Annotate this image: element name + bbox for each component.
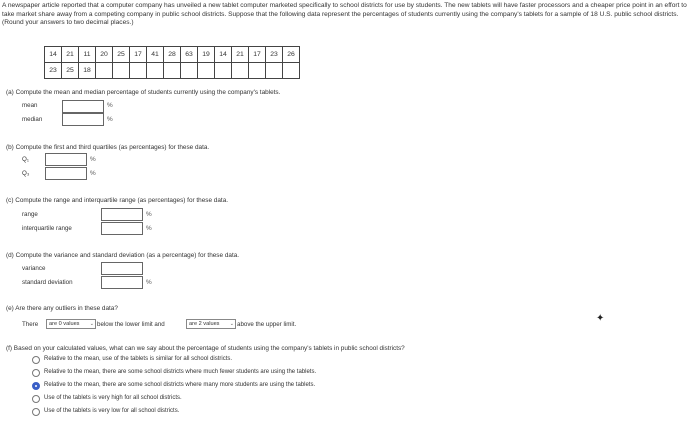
question-d: (d) Compute the variance and standard deviation (as a percentage) for these data. [6,252,240,259]
table-cell [113,63,130,79]
table-cell: 23 [266,47,283,63]
table-cell [198,63,215,79]
mean-unit: % [107,102,113,109]
mouse-cursor-icon: ✦ [596,313,605,324]
table-cell: 26 [283,47,300,63]
table-cell: 19 [198,47,215,63]
iqr-label: interquartile range [22,225,72,232]
outlier-suffix: above the upper limit. [237,321,297,328]
question-a: (a) Compute the mean and median percentage of students currently using the company's tablets. [6,89,281,96]
table-cell [130,63,147,79]
range-unit: % [146,211,152,218]
option-label: Use of the tablets is very high for all school districts. [44,395,182,401]
median-label: median [22,116,43,123]
table-row [45,63,300,79]
table-cell: 20 [96,47,113,63]
table-cell: 14 [215,47,232,63]
iqr-input[interactable] [101,222,143,235]
table-cell: 14 [45,47,62,63]
outlier-prefix: There [22,321,39,328]
q3-input[interactable] [45,167,87,180]
option-label: Use of the tablets is very low for all school districts. [44,408,180,414]
q1-input[interactable] [45,153,87,166]
table-cell [232,63,249,79]
upper-outliers-select[interactable] [186,319,236,329]
table-cell: 17 [249,47,266,63]
table-cell [283,63,300,79]
table-cell [181,63,198,79]
table-cell [249,63,266,79]
table-cell [96,63,113,79]
table-cell: 18 [79,63,96,79]
question-e: (e) Are there any outliers in these data? [6,305,118,312]
q1-unit: % [90,156,96,163]
table-cell [164,63,181,79]
variance-input[interactable] [101,262,143,275]
question-b: (b) Compute the first and third quartiles (as percentages) for these data. [6,144,210,151]
table-cell [147,63,164,79]
upper-outliers-value: are 2 values [189,321,220,327]
option-radio[interactable] [32,369,40,377]
table-cell: 25 [113,47,130,63]
mean-input[interactable] [62,100,104,113]
option-label: Relative to the mean, there are some school districts where many more students are using the tablets. [44,382,316,388]
iqr-unit: % [146,225,152,232]
range-input[interactable] [101,208,143,221]
option-radio[interactable] [32,408,40,416]
problem-intro: A newspaper article reported that a computer company has unveiled a new tablet computer marketed specifically to school districts for use by students. The new tablets will have faster processors and a cheaper price point in an effort to take market share away from a competing company in public school districts. Suppose that the following data represent the percentages of students currently using the company's tablets for a sample of 18 U.S. public school districts. (Round your answers to two decimal places.) [2,2,687,27]
q1-label: Q₁ [22,156,29,163]
q3-unit: % [90,170,96,177]
table-cell: 17 [130,47,147,63]
table-cell: 21 [232,47,249,63]
question-f: (f) Based on your calculated values, what can we say about the percentage of students using the company's tablets in public school districts? [6,345,405,352]
data-table [44,46,300,79]
option-radio-selected[interactable] [32,382,40,390]
table-cell: 41 [147,47,164,63]
sd-input[interactable] [101,276,143,289]
median-input[interactable] [62,113,104,126]
option-label: Relative to the mean, use of the tablets is similar for all school districts. [44,356,233,362]
chevron-down-icon: ⌄ [89,321,94,327]
table-cell [215,63,232,79]
table-cell: 28 [164,47,181,63]
table-cell: 63 [181,47,198,63]
sd-unit: % [146,279,152,286]
question-c: (c) Compute the range and interquartile range (as percentages) for these data. [6,197,229,204]
option-radio[interactable] [32,356,40,364]
option-label: Relative to the mean, there are some school districts where much fewer students are using the tablets. [44,369,317,375]
lower-outliers-value: are 0 values [49,321,80,327]
table-cell: 21 [62,47,79,63]
table-cell [266,63,283,79]
option-radio[interactable] [32,395,40,403]
range-label: range [22,211,38,218]
outlier-middle: below the lower limit and [97,321,165,328]
mean-label: mean [22,102,38,109]
table-row [45,47,300,63]
median-unit: % [107,116,113,123]
table-cell: 11 [79,47,96,63]
lower-outliers-select[interactable] [46,319,96,329]
sd-label: standard deviation [22,279,73,286]
chevron-down-icon: ⌄ [229,321,234,327]
q3-label: Q₃ [22,170,30,177]
variance-label: variance [22,265,46,272]
table-cell: 23 [45,63,62,79]
table-cell: 25 [62,63,79,79]
